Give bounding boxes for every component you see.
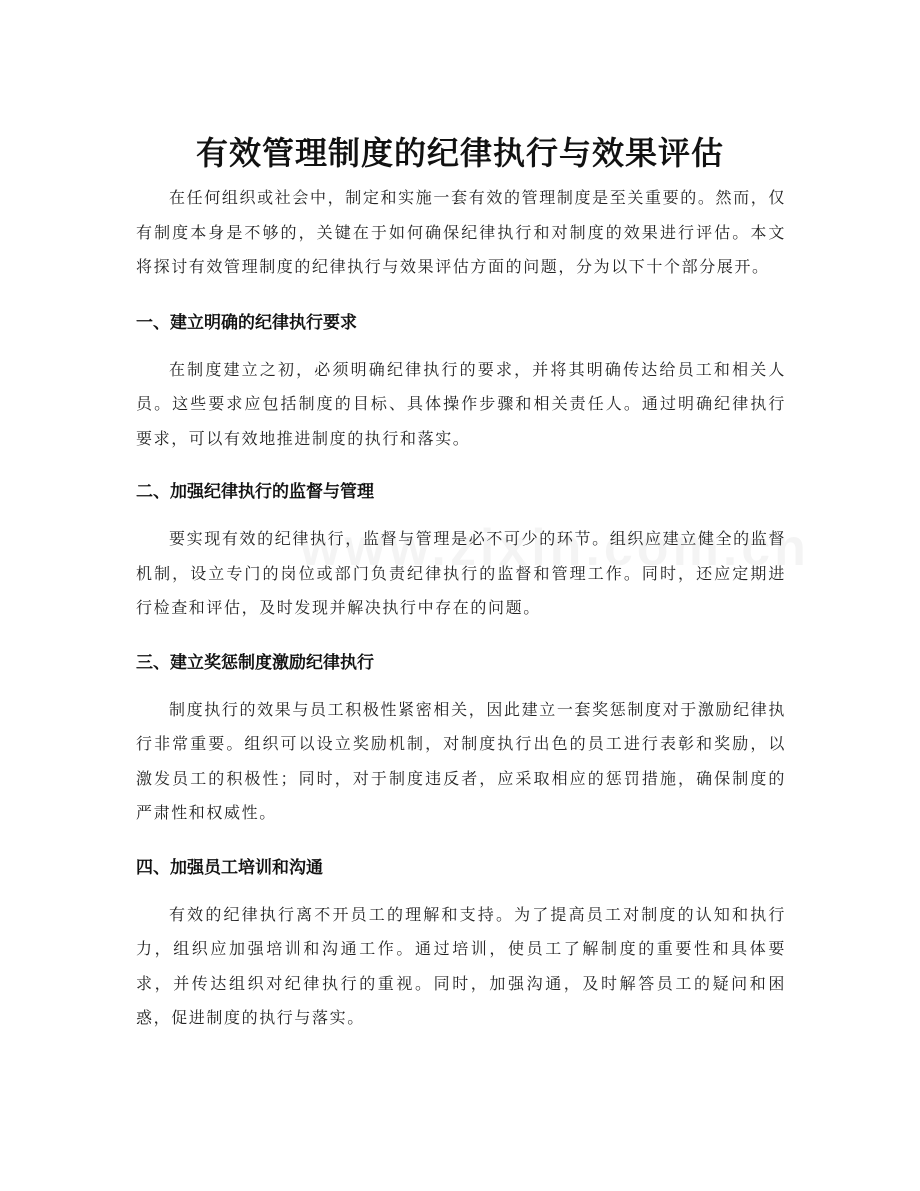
section-body-3: 制度执行的效果与员工积极性紧密相关，因此建立一套奖惩制度对于激励纪律执行非常重要。组织可以设立奖励机制，对制度执行出色的员工进行表彰和奖励，以激发员工的积极性；同时，对于制度违反者，应采取相应的惩罚措施，确保制度的严肃性和权威性。 [136, 699, 786, 822]
section-body-2: 要实现有效的纪律执行，监督与管理是必不可少的环节。组织应建立健全的监督机制，设立专门的岗位或部门负责纪律执行的监督和管理工作。同时，还应定期进行检查和评估，及时发现并解决执行中存在的问题。 [136, 529, 786, 617]
section-heading-4: 四、加强员工培训和沟通 [136, 857, 323, 878]
section-heading-2: 二、加强纪律执行的监督与管理 [136, 482, 374, 502]
section-heading-1: 一、建立明确的纪律执行要求 [136, 312, 357, 333]
page-title: 有效管理制度的纪律执行与效果评估 [195, 134, 724, 173]
section-body-1: 在制度建立之初，必须明确纪律执行的要求，并将其明确传达给员工和相关人员。这些要求应包括制度的目标、具体操作步骤和相关责任人。通过明确纪律执行要求，可以有效地推进制度的执行和落实。 [136, 359, 786, 448]
document-body [136, 181, 786, 1036]
section-heading-3: 三、建立奖惩制度激励纪律执行 [136, 652, 374, 673]
section-body-4: 有效的纪律执行离不开员工的理解和支持。为了提高员工对制度的认知和执行力，组织应加强培训和沟通工作。通过培训，使员工了解制度的重要性和具体要求，并传达组织对纪律执行的重视。同时，加强沟通，及时解答员工的疑问和困惑，促进制度的执行与落实。 [136, 904, 786, 1027]
intro-paragraph: 在任何组织或社会中，制定和实施一套有效的管理制度是至关重要的。然而，仅有制度本身是不够的，关键在于如何确保纪律执行和对制度的效果进行评估。本文将探讨有效管理制度的纪律执行与效果评估方面的问题，分为以下十个部分展开。 [136, 188, 786, 276]
